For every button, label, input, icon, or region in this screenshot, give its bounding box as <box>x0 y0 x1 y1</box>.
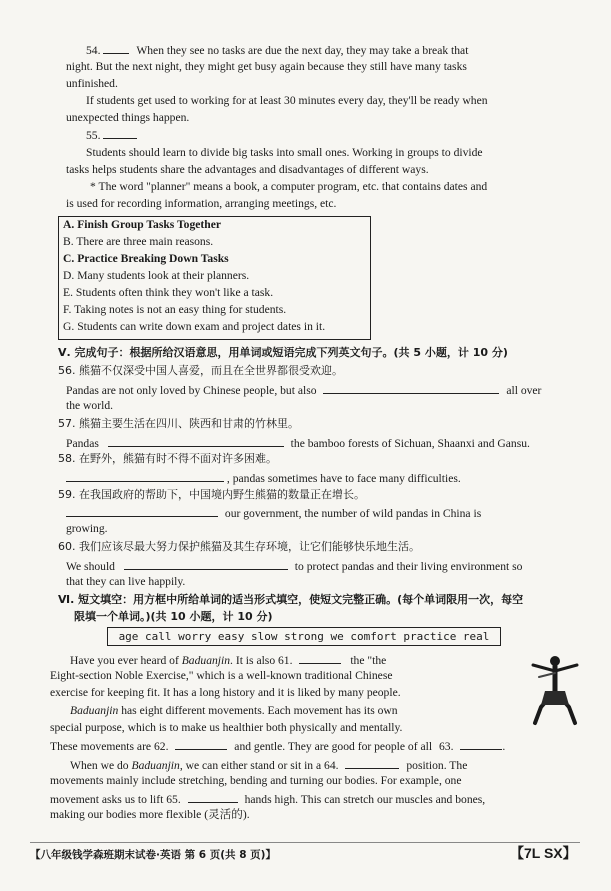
answer-blank[interactable] <box>103 127 137 139</box>
question-english: Pandas are not only loved by Chinese people, but also all over <box>66 384 542 397</box>
passage-line: making our bodies more flexible (灵活的). <box>50 808 250 821</box>
answer-blank[interactable] <box>188 791 238 803</box>
answer-blank[interactable] <box>345 757 399 769</box>
q55-line <box>86 127 137 143</box>
option-g: G. Students can write down exam and project dates in it. <box>63 320 326 333</box>
question-english: the world. <box>66 399 114 412</box>
question-number: 54. <box>86 44 101 57</box>
section-heading: 限填一个单词。)(共 10 小题，计 10 分) <box>74 610 273 623</box>
answer-blank[interactable] <box>299 652 341 664</box>
body-text: Students should learn to divide big tasks into small ones. Working in groups to divide <box>86 146 483 159</box>
question-english: , pandas sometimes have to face many difficulties. <box>66 470 461 486</box>
answer-blank[interactable] <box>66 470 224 482</box>
question-english: Pandas the bamboo forests of Sichuan, Shaanxi and Gansu. <box>66 437 530 450</box>
body-text: tasks helps students share the advantages and disadvantages of different ways. <box>66 163 429 176</box>
question-english: We should to protect pandas and their living environment so <box>66 560 523 573</box>
options-box <box>58 216 371 340</box>
question-chinese: 58. 在野外，熊猫有时不得不面对许多困难。 <box>58 452 277 465</box>
answer-blank[interactable] <box>124 558 288 570</box>
body-text: If students get used to working for at least 30 minutes every day, they'll be ready when <box>86 94 488 107</box>
passage-line: special purpose, which is to make us healthier both physically and mentally. <box>50 721 403 734</box>
question-english: that they can live happily. <box>66 575 186 588</box>
passage-line: movements mainly include stretching, bending and turning our bodies. For example, one <box>50 774 462 787</box>
answer-blank[interactable] <box>103 42 129 54</box>
passage-line: exercise for keeping fit. It has a long history and it is liked by many people. <box>50 686 401 699</box>
passage-line: movement asks us to lift 65. hands high. This can stretch our muscles and bones, <box>50 793 486 806</box>
option-d: D. Many students look at their planners. <box>63 269 250 282</box>
passage-line: These movements are 62. and gentle. They are good for people of all 63. . <box>50 740 506 753</box>
answer-blank[interactable] <box>66 505 218 517</box>
footer-divider <box>30 842 580 843</box>
note-text: * The word "planner" means a book, a computer program, etc. that contains dates and <box>90 180 488 193</box>
passage-line: Eight-section Noble Exercise," which is a well-known traditional Chinese <box>50 669 393 682</box>
footer-code: 【7L SX】 <box>510 845 577 861</box>
answer-blank[interactable] <box>108 435 284 447</box>
body-text: night. But the next night, they might get busy again because they still have many tasks <box>66 60 467 73</box>
question-chinese: 59. 在我国政府的帮助下，中国境内野生熊猫的数量正在增长。 <box>58 488 365 501</box>
word-bank-box: age call worry easy slow strong we comfort practice real <box>107 627 501 646</box>
option-b: B. There are three main reasons. <box>63 235 214 248</box>
section-heading: Ⅵ. 短文填空：用方框中所给单词的适当形式填空，使短文完整正确。(每个单词限用一次，每空 <box>58 593 524 606</box>
question-chinese: 56. 熊猫不仅深受中国人喜爱，而且在全世界都很受欢迎。 <box>58 364 343 377</box>
q54-line <box>86 42 468 58</box>
answer-blank[interactable] <box>460 738 502 750</box>
question-english: our government, the number of wild pandas in China is <box>66 505 481 521</box>
option-e: E. Students often think they won't like a task. <box>63 286 274 299</box>
question-english: growing. <box>66 522 108 535</box>
body-text: When they see no tasks are due the next day, they may take a break that <box>136 44 469 57</box>
answer-blank[interactable] <box>175 738 227 750</box>
option-a: A. Finish Group Tasks Together <box>63 218 221 231</box>
passage-line: When we do Baduanjin, we can either stand or sit in a 64. position. The <box>70 759 468 772</box>
note-text: is used for recording information, arranging meetings, etc. <box>66 197 337 210</box>
body-text: unfinished. <box>66 77 118 90</box>
passage-line: Baduanjin has eight different movements. Each movement has its own <box>70 704 398 717</box>
passage-line: Have you ever heard of Baduanjin. It is also 61. the "the <box>70 654 387 667</box>
section-heading: Ⅴ. 完成句子：根据所给汉语意思，用单词或短语完成下列英文句子。(共 5 小题，计 10 分) <box>58 346 508 359</box>
exercise-figure-icon <box>525 651 585 726</box>
answer-blank[interactable] <box>323 382 499 394</box>
option-c: C. Practice Breaking Down Tasks <box>63 252 229 265</box>
option-f: F. Taking notes is not an easy thing for students. <box>63 303 287 316</box>
question-chinese: 57. 熊猫主要生活在四川、陕西和甘肃的竹林里。 <box>58 417 299 430</box>
body-text: unexpected things happen. <box>66 111 190 124</box>
footer-left: 【八年级钱学森班期末试卷·英语 第 6 页(共 8 页)】 <box>30 849 276 861</box>
question-chinese: 60. 我们应该尽最大努力保护熊猫及其生存环境，让它们能够快乐地生活。 <box>58 540 420 553</box>
question-number: 55. <box>86 129 101 142</box>
